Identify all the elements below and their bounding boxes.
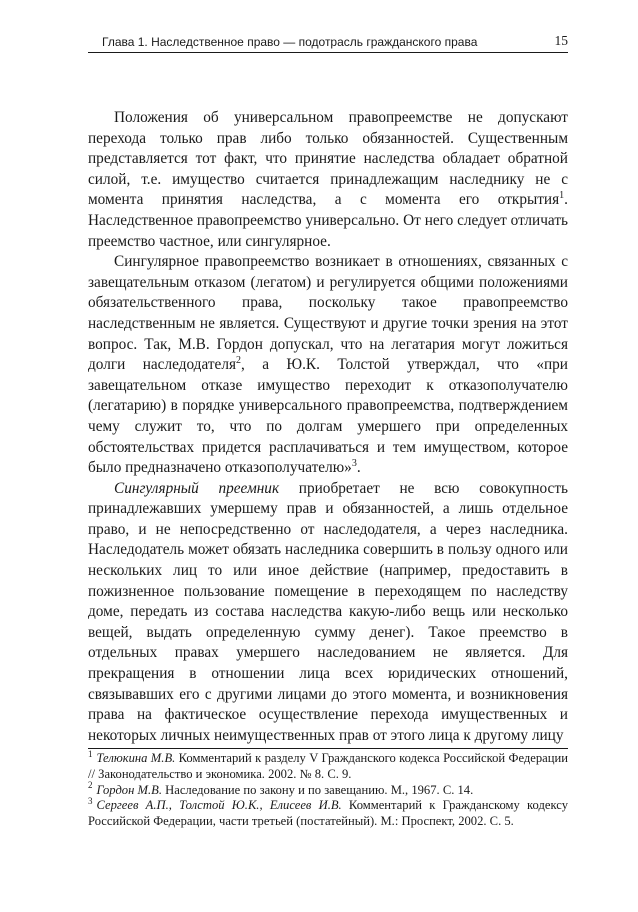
footnote-2 (88, 780, 568, 799)
footnote-ref-1: 1 (559, 190, 565, 202)
footnote-ref-2: 2 (236, 355, 242, 367)
footnote-1-text: Комментарий к разделу V Гражданского кодекса Российской Федерации // Законодательство и экономика. 2002. № 8. С. 9. (88, 751, 568, 781)
footnote-1 (88, 751, 568, 782)
footnote-1-author: Телюкина М.В. (96, 751, 176, 766)
chapter-title: Глава 1. Наследственное право — подотрасль гражданского права (102, 35, 478, 49)
paragraph-3-text: приобретает не всю совокупность принадлежавших умершему прав и обязанностей, а лишь отдельное право, и не непосредственно от наследодателя, а через наследника. Наследодатель может обязать наследника совершить в пользу одного или нескольких лиц то или иное действие (например, предоставить в пожизненное пользование помещение в переходящем по наследству доме, передать из состава наследства какую-либо вещь или несколько вещей, выдать определенную сумму денег). Такое преемство в отдельных правах умершего наследованием не является. Для прекращения в отношении лица всех юридических отношений, связывавших его с другими лицами до этого момента, и возникновения права на фактическое осуществление перехода имущественных и некоторых личных неимущественных прав от этого лица к другому лицу (88, 479, 568, 744)
footnote-3-text: Комментарий к Гражданскому кодексу Российской Федерации, части третьей (постатейный). М.: Проспект, 2002. С. 5. (88, 798, 568, 828)
footnote-ref-3: 3 (351, 458, 357, 469)
paragraph-1-text-b: . Наследственное правопреемство универсально. От него следует отличать преемство частное, или сингулярное. (88, 191, 568, 250)
paragraph-3 (88, 479, 568, 747)
footnote-3-number: 3 (88, 796, 93, 806)
paragraph-2-text-b: , а Ю.К. Толстой утверждал, что «при завещательном отказе имущество переходит к отказополучателю (легатарию) в порядке универсального правопреемства, подтверждением чему служит то, что по долгам умершего при определенных обстоятельствах придется расплачиваться и тем имуществом, которое было предназначено отказополучателю» (88, 356, 568, 477)
book-page (88, 30, 568, 829)
paragraph-3-italic-lead: Сингулярный преемник (114, 479, 280, 497)
footnote-3-author: Сергеев А.П., Толстой Ю.К., Елисеев И.В. (96, 798, 342, 813)
main-text (88, 108, 568, 746)
footnote-2-number: 2 (88, 780, 93, 791)
page-number: 15 (554, 33, 568, 48)
paragraph-2-text-a: Сингулярное правопреемство возникает в отношениях, связанных с завещательным отказом (легатом) и регулируется общими положениями обязательственного права, поскольку такое правопреемство наследственным не является. Существуют и другие точки зрения на этот вопрос. Так, М.В. Гордон допускал, что на легатария могут ложиться долги наследодателя (88, 253, 568, 374)
footnotes (88, 748, 568, 829)
paragraph-2 (88, 252, 568, 479)
footnote-3 (88, 798, 568, 829)
paragraph-1-text-a: Положения об универсальном правопреемстве не допускают перехода только прав либо только обязанностей. Существенным представляется тот факт, что принятие наследства обладает обратной силой, т.е. имущество считается принадлежащим наследнику не с момента принятия наследства, а с момента его открытия (88, 109, 568, 209)
footnote-1-number: 1 (88, 749, 93, 760)
paragraph-2-text-c: . (356, 459, 361, 477)
footnote-2-text: Наследование по закону и по завещанию. М., 1967. С. 14. (161, 782, 474, 797)
running-header (88, 30, 568, 53)
paragraph-1 (88, 108, 568, 252)
footnote-2-author: Гордон М.В. (96, 782, 162, 797)
